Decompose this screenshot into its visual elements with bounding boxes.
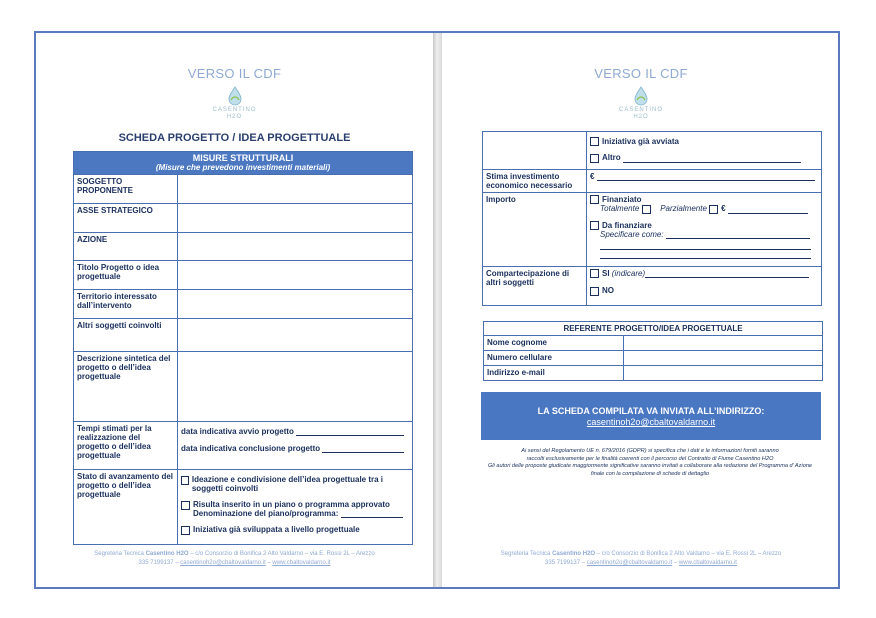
stima-input[interactable] xyxy=(597,180,815,181)
submission-banner xyxy=(481,392,821,440)
field-stima xyxy=(587,170,822,193)
checkbox-altro[interactable] xyxy=(590,154,599,163)
row-label-territorio: Territorio interessato dall’intervento xyxy=(74,290,178,319)
footer-brand: Casentino H2O xyxy=(552,551,596,557)
page-footer xyxy=(444,550,838,568)
finanziato-label: Finanziato xyxy=(602,195,642,204)
stato-opt-denominazione-label: Denominazione del piano/programma: xyxy=(193,509,339,518)
si-label: SI xyxy=(602,269,610,278)
opt-avviata-label: Iniziativa già avviata xyxy=(602,137,679,146)
table-header xyxy=(74,152,413,175)
checkbox-totalmente[interactable] xyxy=(642,205,651,214)
table-header-subtitle: (Misure che prevedono investimenti materiali) xyxy=(155,163,331,172)
stato-opt-piano-label: Risulta inserito in un piano o programma approvato xyxy=(193,500,390,509)
field-stato xyxy=(178,470,413,545)
footer-phone: 335 7199137 – xyxy=(545,560,587,566)
checkbox-ideazione[interactable] xyxy=(181,476,189,485)
logo-text-line2: H2O xyxy=(633,114,649,120)
row-label-altri: Altri soggetti coinvolti xyxy=(74,319,178,352)
referente-header: REFERENTE PROGETTO/IDEA PROGETTUALE xyxy=(484,322,823,336)
referente-table xyxy=(483,321,823,381)
privacy-note-line4: finale con la compilazione di schede di dettaglio xyxy=(590,470,710,477)
footer-address: – c/o Consorzio di Bonifica 2 Alto Valdarno – via E. Rossi 2L – Arezzo xyxy=(595,551,782,557)
row-label-titolo: Titolo Progetto o idea progettuale xyxy=(74,261,178,290)
row-label-tempi: Tempi stimati per la realizzazione del progetto o dell’idea progettuale xyxy=(74,422,178,470)
row-label-importo: Importo xyxy=(483,193,587,267)
footer-text: Segreteria Tecnica xyxy=(94,551,146,557)
page-header-title: VERSO IL CDF xyxy=(187,66,282,81)
field-azione[interactable] xyxy=(178,233,413,261)
altro-input[interactable] xyxy=(623,162,801,163)
field-asse[interactable] xyxy=(178,204,413,233)
casentino-logo-icon xyxy=(227,86,243,106)
field-email[interactable] xyxy=(624,366,823,381)
checkbox-finanziato[interactable] xyxy=(590,195,599,204)
row-label-stato: Stato di avanzamento del progetto o dell’idea progettuale xyxy=(74,470,178,545)
stato-opt-sviluppata-label: Iniziativa già sviluppata a livello progettuale xyxy=(193,525,360,534)
row-label-empty xyxy=(483,132,587,170)
footer-brand: Casentino H2O xyxy=(145,551,189,557)
page-footer xyxy=(38,550,431,568)
page-header-title: VERSO IL CDF xyxy=(594,66,688,81)
tempi-conclusione-label: data indicativa conclusione progetto xyxy=(181,444,321,453)
table-header-title: MISURE STRUTTURALI xyxy=(192,153,294,163)
field-cellulare[interactable] xyxy=(624,351,823,366)
logo-text-line1: CASENTINO xyxy=(618,107,663,113)
stato-opt-ideazione-label: Ideazione e condivisione dell’idea progettuale tra i soggetti coinvolti xyxy=(191,475,384,493)
investment-table xyxy=(482,131,822,306)
row-label-stima: Stima investimento economico necessario xyxy=(483,170,587,193)
field-importo xyxy=(587,193,822,267)
checkbox-avviata[interactable] xyxy=(590,137,599,146)
no-label: NO xyxy=(602,286,614,296)
da-finanziare-label: Da finanziare xyxy=(602,220,652,230)
footer-web-link[interactable]: www.cbaltovaldarno.it xyxy=(678,560,737,566)
indicare-label: (indicare) xyxy=(611,269,646,278)
row-label-cellulare: Numero cellulare xyxy=(484,351,624,366)
row-label-soggetto: SOGGETTO PROPONENTE xyxy=(74,175,178,204)
field-tempi xyxy=(178,422,413,470)
tempi-avvio-input[interactable] xyxy=(296,435,404,436)
checkbox-da-finanziare[interactable] xyxy=(590,221,599,230)
document-viewer xyxy=(34,31,840,589)
euro-symbol: € xyxy=(590,172,595,181)
field-altri[interactable] xyxy=(178,319,413,352)
document-title: SCHEDA PROGETTO / IDEA PROGETTUALE xyxy=(118,132,351,144)
footer-sep: – xyxy=(265,560,273,566)
row-label-email: Indirizzo e-mail xyxy=(484,366,624,381)
row-label-nome: Nome cognome xyxy=(484,336,624,351)
field-soggetto[interactable] xyxy=(178,175,413,204)
footer-address: – c/o Consorzio di Bonifica 2 Alto Valdarno – via E. Rossi 2L – Arezzo xyxy=(188,551,375,557)
opt-altro-label: Altro xyxy=(602,153,621,163)
page-right xyxy=(444,35,838,585)
row-label-asse: ASSE STRATEGICO xyxy=(74,204,178,233)
footer-phone: 335 7199137 – xyxy=(138,560,181,566)
parziale-input[interactable] xyxy=(728,213,808,214)
specificare-input[interactable] xyxy=(666,238,810,239)
specificare-line-3[interactable] xyxy=(600,251,811,259)
si-input[interactable] xyxy=(645,277,809,278)
checkbox-no[interactable] xyxy=(590,287,599,296)
checkbox-inserito-piano[interactable] xyxy=(181,501,190,510)
footer-email-link[interactable]: casentinoh2o@cbaltovaldarno.it xyxy=(586,560,673,566)
specificare-line-2[interactable] xyxy=(600,242,811,250)
row-label-compartecipazione: Compartecipazione di altri soggetti xyxy=(483,267,587,306)
logo-text xyxy=(38,107,431,121)
field-stato-continued xyxy=(587,132,822,170)
tempi-avvio-label: data indicativa avvio progetto xyxy=(181,427,294,436)
page-gutter xyxy=(433,33,442,587)
privacy-note-line3: Gli autori delle proposte giudicate maggiormente significative saranno invitati a collaborare alla redazione del Programma d’ Azione xyxy=(487,463,813,469)
checkbox-sviluppata[interactable] xyxy=(181,526,190,535)
checkbox-parzialmente[interactable] xyxy=(709,205,718,214)
denominazione-input[interactable] xyxy=(341,517,403,518)
privacy-note-line1: Ai sensi del Regolamento UE n. 679/2016 (GDPR) si specifica che i dati e le informazioni forniti saranno xyxy=(521,448,779,454)
banner-email-link[interactable]: casentinoh2o@cbaltovaldarno.it xyxy=(586,417,716,427)
logo-text-line2: H2O xyxy=(226,114,243,120)
totalmente-label: Totalmente xyxy=(600,204,640,214)
euro-symbol: € xyxy=(721,204,726,214)
banner-text: LA SCHEDA COMPILATA VA INVIATA ALL’INDIRIZZO: xyxy=(537,406,765,416)
privacy-note xyxy=(474,448,826,478)
project-form-table xyxy=(73,151,413,545)
logo-text xyxy=(444,107,838,121)
tempi-conclusione-input[interactable] xyxy=(322,452,404,453)
field-descrizione[interactable] xyxy=(178,352,413,422)
footer-email-link[interactable]: casentinoh2o@cbaltovaldarno.it xyxy=(180,560,266,566)
specificare-label: Specificare come: xyxy=(600,230,664,240)
page-left xyxy=(38,35,431,585)
checkbox-si[interactable] xyxy=(590,269,599,278)
row-label-descrizione: Descrizione sintetica del progetto o dell’idea progettuale xyxy=(74,352,178,422)
footer-sep: – xyxy=(672,560,679,566)
footer-text: Segreteria Tecnica xyxy=(500,551,553,557)
field-titolo[interactable] xyxy=(178,261,413,290)
privacy-note-line2: raccolti esclusivamente per le finalità coerenti con il percorso del Contratto di Fiume Casentino H2O xyxy=(526,455,774,462)
casentino-logo-icon xyxy=(633,86,649,106)
footer-web-link[interactable]: www.cbaltovaldarno.it xyxy=(272,560,331,566)
field-territorio[interactable] xyxy=(178,290,413,319)
row-label-azione: AZIONE xyxy=(74,233,178,261)
field-nome[interactable] xyxy=(624,336,823,351)
logo-text-line1: CASENTINO xyxy=(212,107,257,113)
field-compartecipazione xyxy=(587,267,822,306)
parzialmente-label: Parzialmente xyxy=(660,204,707,214)
